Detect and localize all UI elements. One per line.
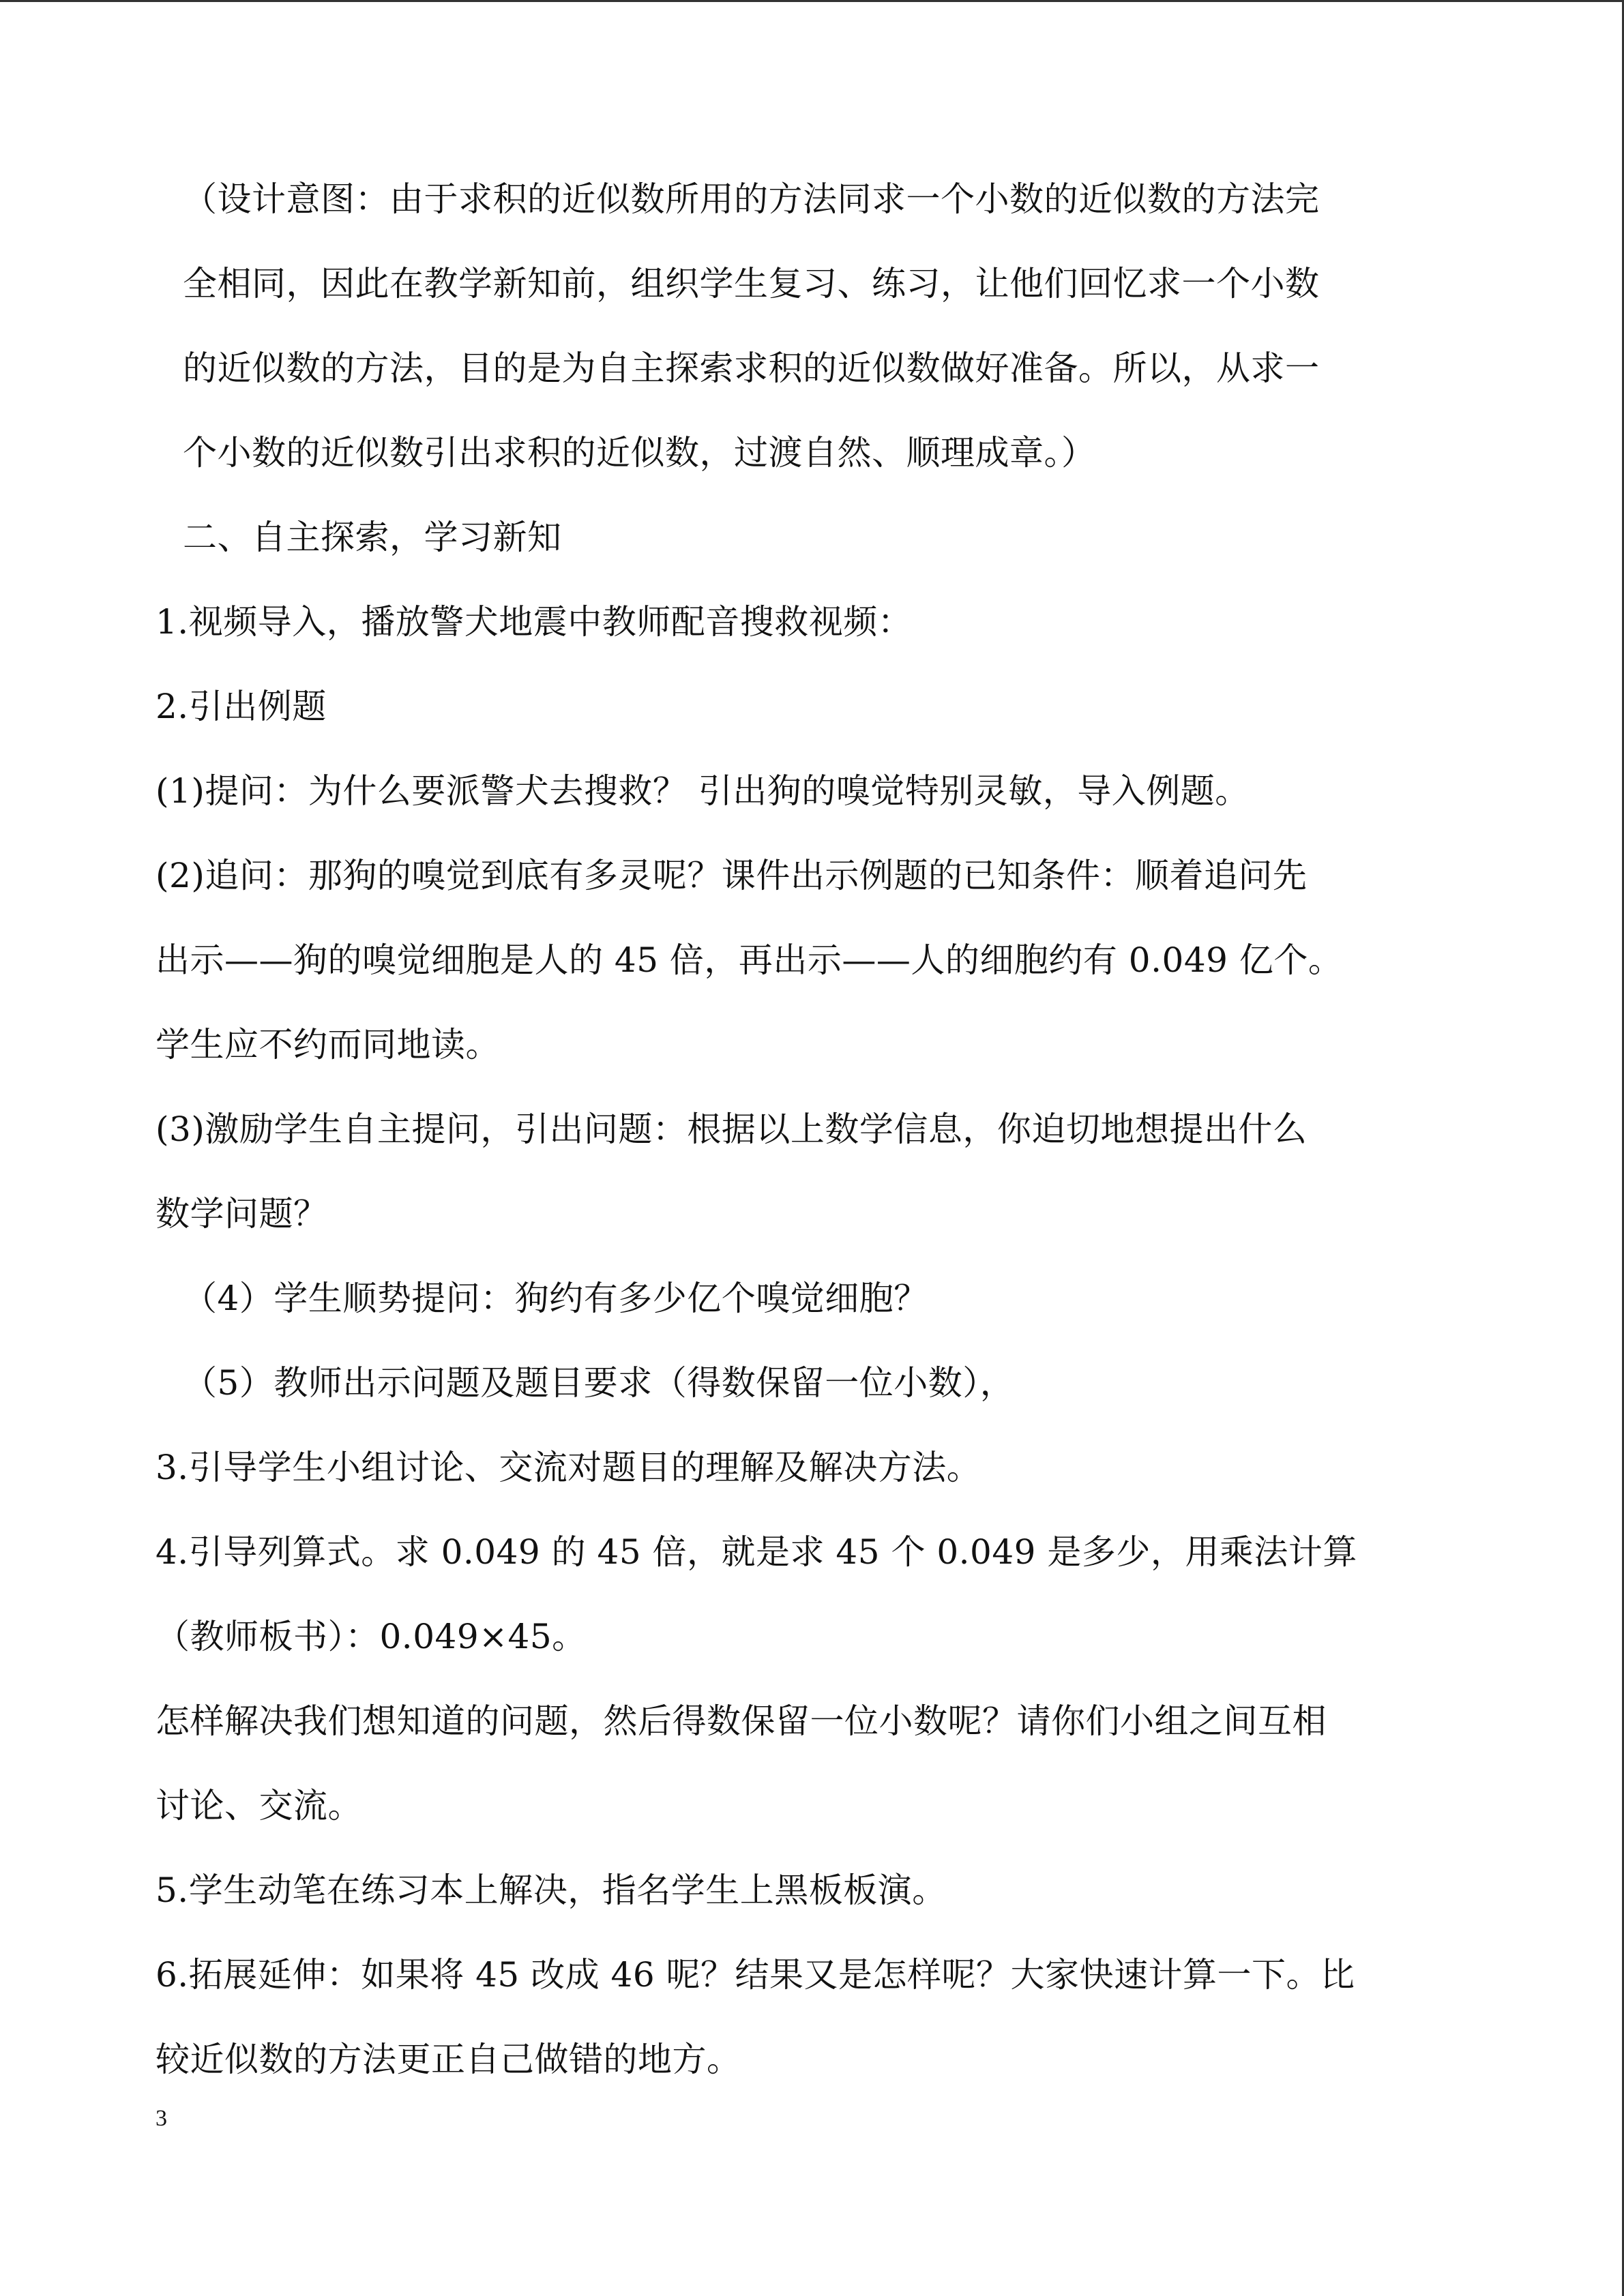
design-intent-line-2: 全相同，因此在教学新知前，组织学生复习、练习，让他们回忆求一个小数 (183, 264, 1320, 303)
substep-5: （5）教师出示问题及题目要求（得数保留一位小数）， (183, 1363, 1015, 1403)
step-5: 5.学生动笔在练习本上解决，指名学生上黑板板演。 (156, 1870, 947, 1910)
step-4-line-2: （教师板书）：0.049×45。 (156, 1617, 587, 1656)
substep-3-line-1: (3)激励学生自主提问，引出问题：根据以上数学信息，你迫切地想提出什么 (156, 1109, 1308, 1149)
discussion-line-1: 怎样解决我们想知道的问题，然后得数保留一位小数呢？请你们小组之间互相 (156, 1701, 1327, 1741)
design-intent-line-4: 个小数的近似数引出求积的近似数，过渡自然、顺理成章。） (183, 433, 1096, 473)
document-body (156, 165, 1472, 2110)
substep-2-line-2: 出示——狗的嗅觉细胞是人的 45 倍，再出示——人的细胞约有 0.049 亿个。 (156, 940, 1343, 980)
step-3: 3.引导学生小组讨论、交流对题目的理解及解决方法。 (156, 1448, 981, 1487)
top-border (0, 0, 1624, 2)
substep-2-line-1: (2)追问：那狗的嗅觉到底有多灵呢？课件出示例题的已知条件：顺着追问先 (156, 856, 1308, 895)
discussion-line-2: 讨论、交流。 (156, 1786, 362, 1825)
step-6-line-2: 较近似数的方法更正自己做错的地方。 (156, 2040, 741, 2079)
substep-1: (1)提问：为什么要派警犬去搜救？ 引出狗的嗅觉特别灵敏，导入例题。 (156, 771, 1250, 811)
substep-2-line-3: 学生应不约而同地读。 (156, 1025, 500, 1064)
step-2: 2.引出例题 (156, 687, 327, 726)
design-intent-line-3: 的近似数的方法，目的是为自主探索求积的近似数做好准备。所以，从求一 (183, 348, 1320, 388)
design-intent-line-1: （设计意图：由于求积的近似数所用的方法同求一个小数的近似数的方法完 (183, 179, 1320, 219)
step-4-line-1: 4.引导列算式。求 0.049 的 45 倍，就是求 45 个 0.049 是多少，用乘法计算 (156, 1532, 1357, 1572)
step-1: 1.视频导入，播放警犬地震中教师配音搜救视频： (156, 602, 913, 642)
page-number: 3 (156, 2106, 167, 2131)
substep-3-line-2: 数学问题？ (156, 1194, 328, 1234)
substep-4: （4）学生顺势提问：狗约有多少亿个嗅觉细胞？ (183, 1279, 928, 1318)
section-heading: 二、自主探索，学习新知 (183, 518, 562, 557)
step-6-line-1: 6.拓展延伸：如果将 45 改成 46 呢？结果又是怎样呢？大家快速计算一下。比 (156, 1955, 1355, 1995)
